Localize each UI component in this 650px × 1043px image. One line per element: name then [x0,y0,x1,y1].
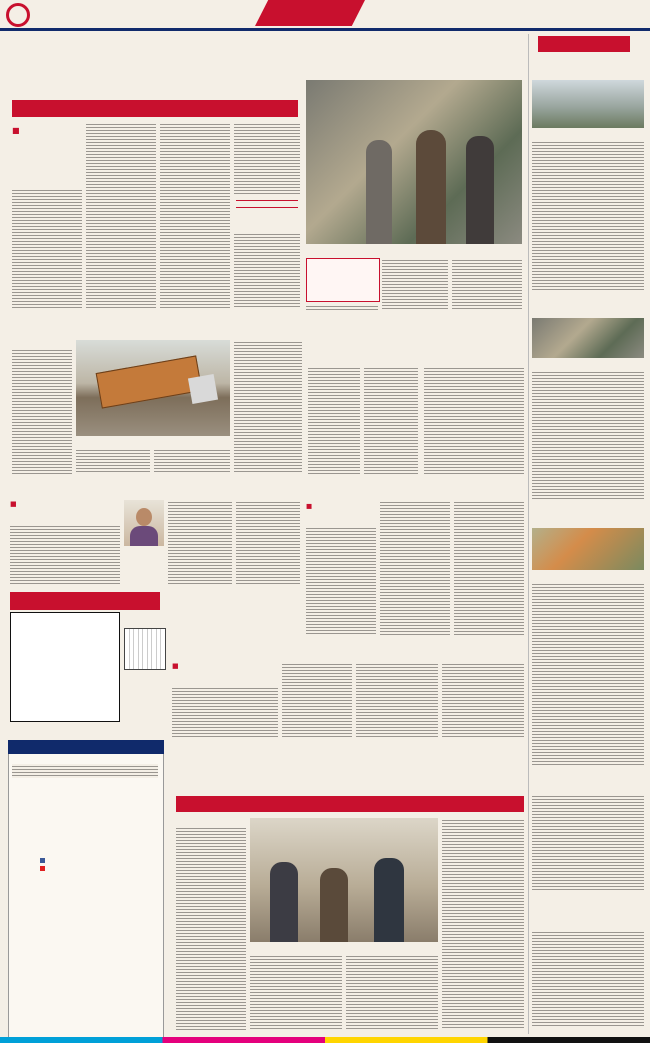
jb-text [532,582,644,766]
scam-strap [176,796,524,812]
lok-subhead [10,500,120,509]
nepal-col [424,366,524,474]
city-tab [255,0,365,26]
highway-col-3 [154,448,230,474]
lead-col-4 [234,122,300,196]
zameen-col-3 [356,662,438,738]
lok-col-3 [236,500,300,584]
lead-subhead [12,126,82,136]
zameen-col-2 [282,662,352,738]
vishwakarma-photo [532,318,644,358]
page-number [6,3,30,27]
scam-photo-person [374,858,404,942]
rashifal-grid-top [12,780,160,824]
lead-col-3 [160,122,230,308]
zameen-col-4 [442,662,524,738]
civil-photo-person [366,140,392,244]
khel-col-3 [454,500,524,636]
vishwakarma-text [532,370,644,500]
scam-photo-person [270,862,298,942]
civil-photo [306,80,522,244]
khel-col-1 [306,526,376,636]
kundli-fb-link[interactable] [40,858,150,864]
adhyapak-col-2 [364,366,418,474]
lok-col-1 [10,524,120,584]
khel-col-2 [380,500,450,636]
scam-col-1 [176,826,246,1030]
scam-photo-person [320,868,348,942]
laghu-text [532,794,644,892]
truck-cab [188,374,218,404]
khel-subhead [306,502,376,511]
lead-pullquote [236,200,298,208]
lok-photo-body [130,526,158,546]
zameen-col-1 [172,686,278,738]
lok-col-2 [168,500,232,584]
quickread-photo [532,80,644,128]
civil-col-1 [306,304,378,310]
civil-photo-person [416,130,446,244]
lok-photo [124,500,164,546]
lead-col-1 [12,188,82,308]
bottom-rule [0,1037,650,1043]
youtube-icon [40,866,45,871]
zameen-subhead [172,662,278,671]
highway-col-4 [234,340,302,474]
quickread-text [532,140,644,290]
truck-shape [96,355,203,408]
lead-col-2 [86,122,156,308]
lok-photo-face [136,508,152,526]
highway-col-2 [76,448,150,474]
adhyapak-col-1 [308,366,360,474]
civil-col-3 [452,258,522,310]
highway-photo [76,340,230,436]
rashifal-title [8,740,164,754]
scam-photo [250,818,438,942]
civil-col-2 [382,258,448,310]
masthead [0,0,650,32]
kundli-yt-link[interactable] [40,866,150,872]
quickread-tag [538,36,630,52]
lead-col-4b [234,232,300,308]
civil-subhead-box [306,258,380,302]
highway-col-1 [12,348,72,474]
sudoku-answer-grid [124,628,166,670]
sudoku-title [10,592,160,610]
masthead-rule [0,28,650,31]
scam-col-4 [442,818,524,1030]
rashifal-grid-bottom [12,886,160,1032]
scam-col-2 [250,954,342,1030]
jb-photo [532,528,644,570]
scam-col-3 [346,954,438,1030]
facebook-icon [40,858,45,863]
sudoku-grid [10,612,120,722]
gantantra-text [532,930,644,1026]
rashifal-intro [12,764,158,778]
lead-strap [12,100,298,117]
civil-photo-person [466,136,494,244]
